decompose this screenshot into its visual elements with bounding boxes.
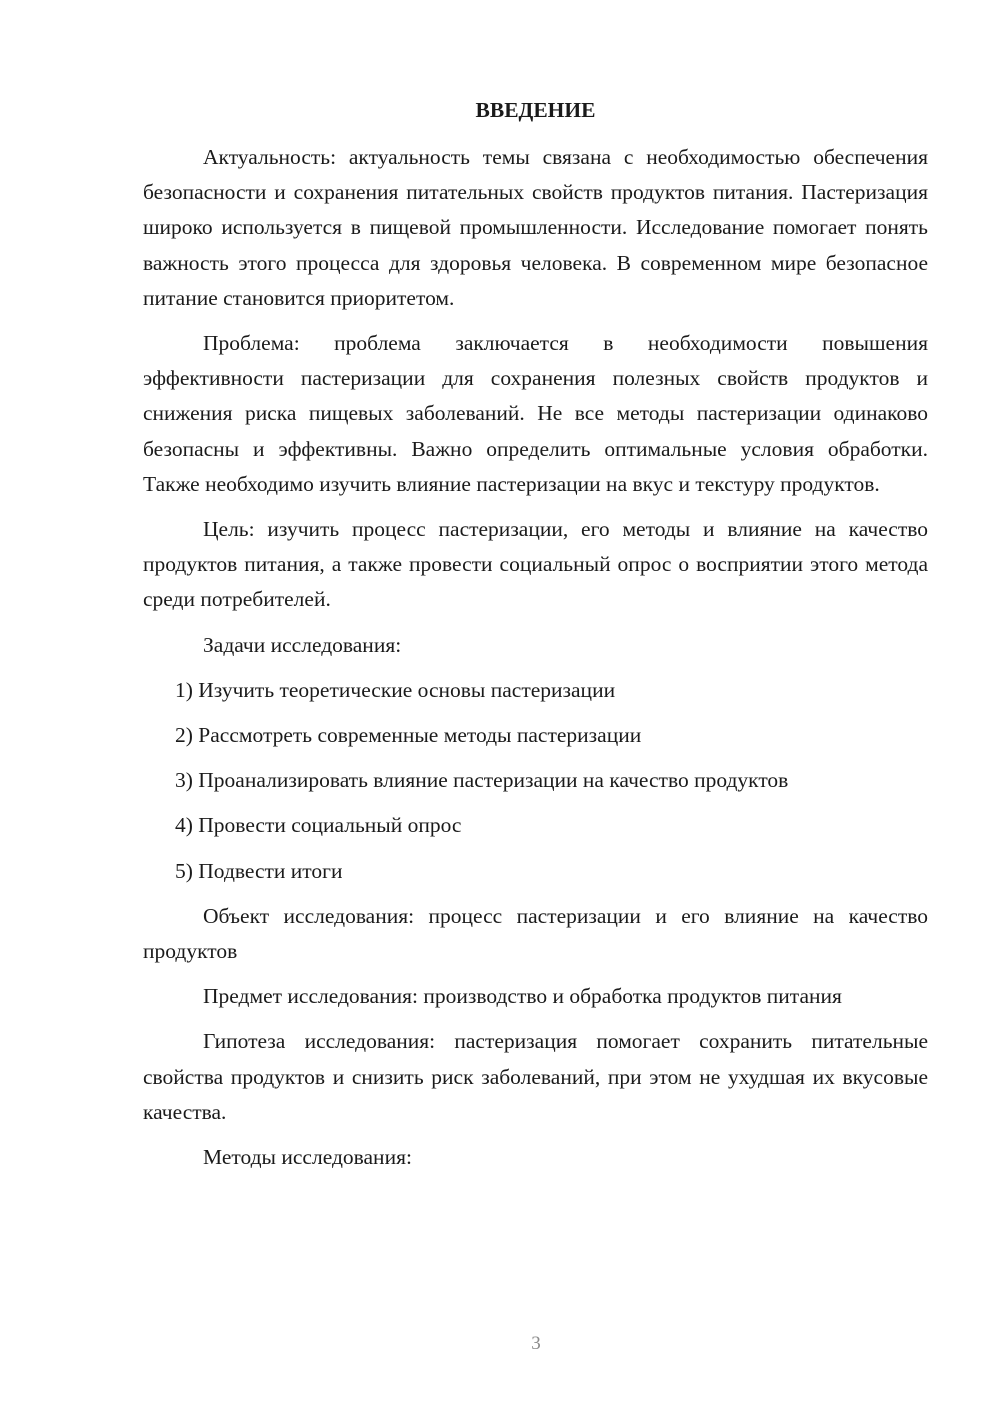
task-item: 5) Подвести итоги [175, 858, 343, 883]
paragraph-hypothesis: Гипотеза исследования: пастеризация помогает сохранить питательные свойства продуктов и снизить риск заболеваний, при этом не ухудшая их вкусовые качества. [143, 1029, 928, 1124]
tasks-list [143, 673, 928, 889]
tasks-heading: Задачи исследования: [203, 632, 402, 657]
task-item: 1) Изучить теоретические основы пастеризации [175, 677, 616, 702]
paragraph-problem: Проблема: проблема заключается в необходимости повышения эффективности пастеризации для сохранения полезных свойств продуктов и снижения риска пищевых заболеваний. Не все методы пастеризации одинаково безопасны и эффективны. Важно определить оптимальные условия обработки. Также необходимо изучить влияние пастеризации на вкус и текстуру продуктов. [143, 331, 928, 496]
paragraph-object: Объект исследования: процесс пастеризации и его влияние на качество продуктов [143, 903, 928, 964]
methods-heading: Методы исследования: [203, 1145, 412, 1170]
section-title: ВВЕДЕНИЕ [475, 98, 596, 122]
task-item: 4) Провести социальный опрос [175, 813, 462, 838]
paragraph-relevance: Актуальность: актуальность темы связана с необходимостью обеспечения безопасности и сохранения питательных свойств продуктов питания. Пастеризация широко используется в пищевой промышленности. Исследование помогает понять важность этого процесса для здоровья человека. В современном мире безопасное питание становится приоритетом. [143, 145, 928, 310]
page-number: 3 [531, 1333, 541, 1354]
paragraph-goal: Цель: изучить процесс пастеризации, его методы и влияние на качество продуктов питания, а также провести социальный опрос о восприятии этого метода среди потребителей. [143, 517, 928, 612]
task-item: 3) Проанализировать влияние пастеризации на качество продуктов [175, 768, 789, 793]
task-item: 2) Рассмотреть современные методы пастеризации [175, 723, 642, 748]
paragraph-subject: Предмет исследования: производство и обработка продуктов питания [203, 984, 842, 1009]
document-page [143, 94, 928, 1185]
